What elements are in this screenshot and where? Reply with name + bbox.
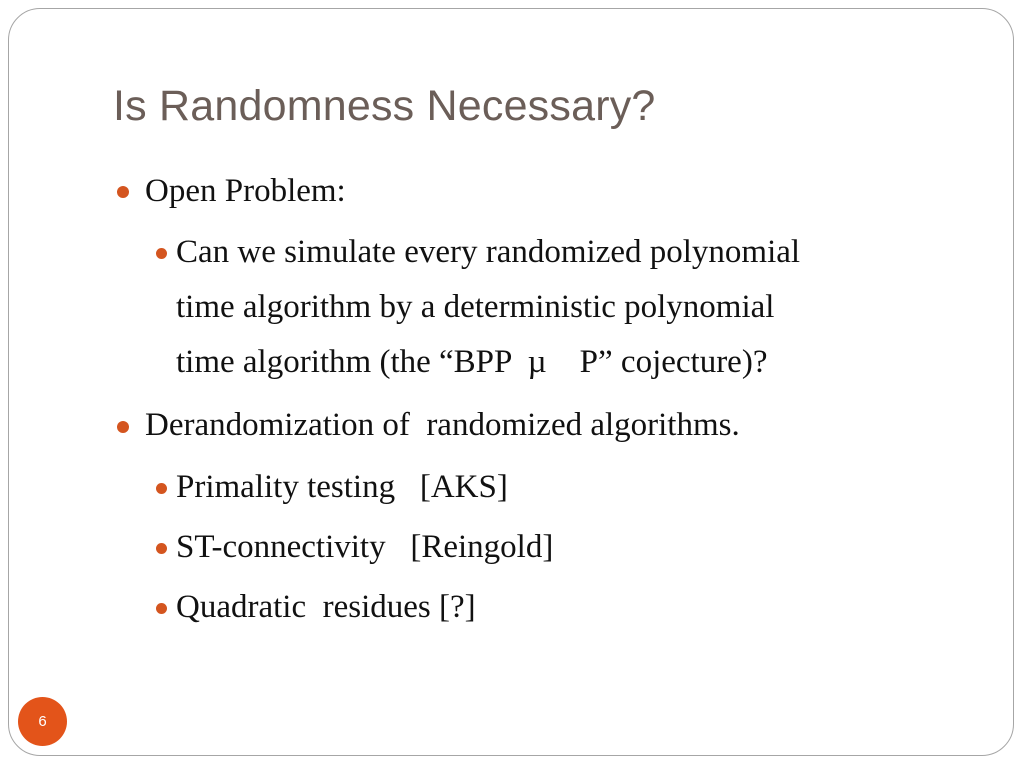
slide-title: Is Randomness Necessary?	[113, 82, 656, 130]
sub-bullet-line-2: time algorithm by a deterministic polynomial	[176, 289, 775, 325]
sub-bullet-primality: Primality testing [AKS]	[176, 469, 508, 505]
sub-bullet-dot	[156, 483, 167, 494]
sub-bullet-dot	[156, 603, 167, 614]
bullet-dot	[117, 421, 129, 433]
sub-bullet-quadratic-residues: Quadratic residues [?]	[176, 589, 476, 625]
bullet-derandomization: Derandomization of randomized algorithms.	[145, 407, 740, 443]
sub-bullet-line-3: time algorithm (the “BPP µ P” cojecture)?	[176, 344, 768, 380]
sub-bullet-dot	[156, 543, 167, 554]
sub-bullet-st-connectivity: ST-connectivity [Reingold]	[176, 529, 554, 565]
bullet-dot	[117, 186, 129, 198]
bullet-open-problem: Open Problem:	[145, 173, 346, 209]
sub-bullet-dot	[156, 248, 167, 259]
slide-number-badge: 6	[18, 697, 67, 746]
sub-bullet-line-1: Can we simulate every randomized polynomial	[176, 234, 801, 270]
